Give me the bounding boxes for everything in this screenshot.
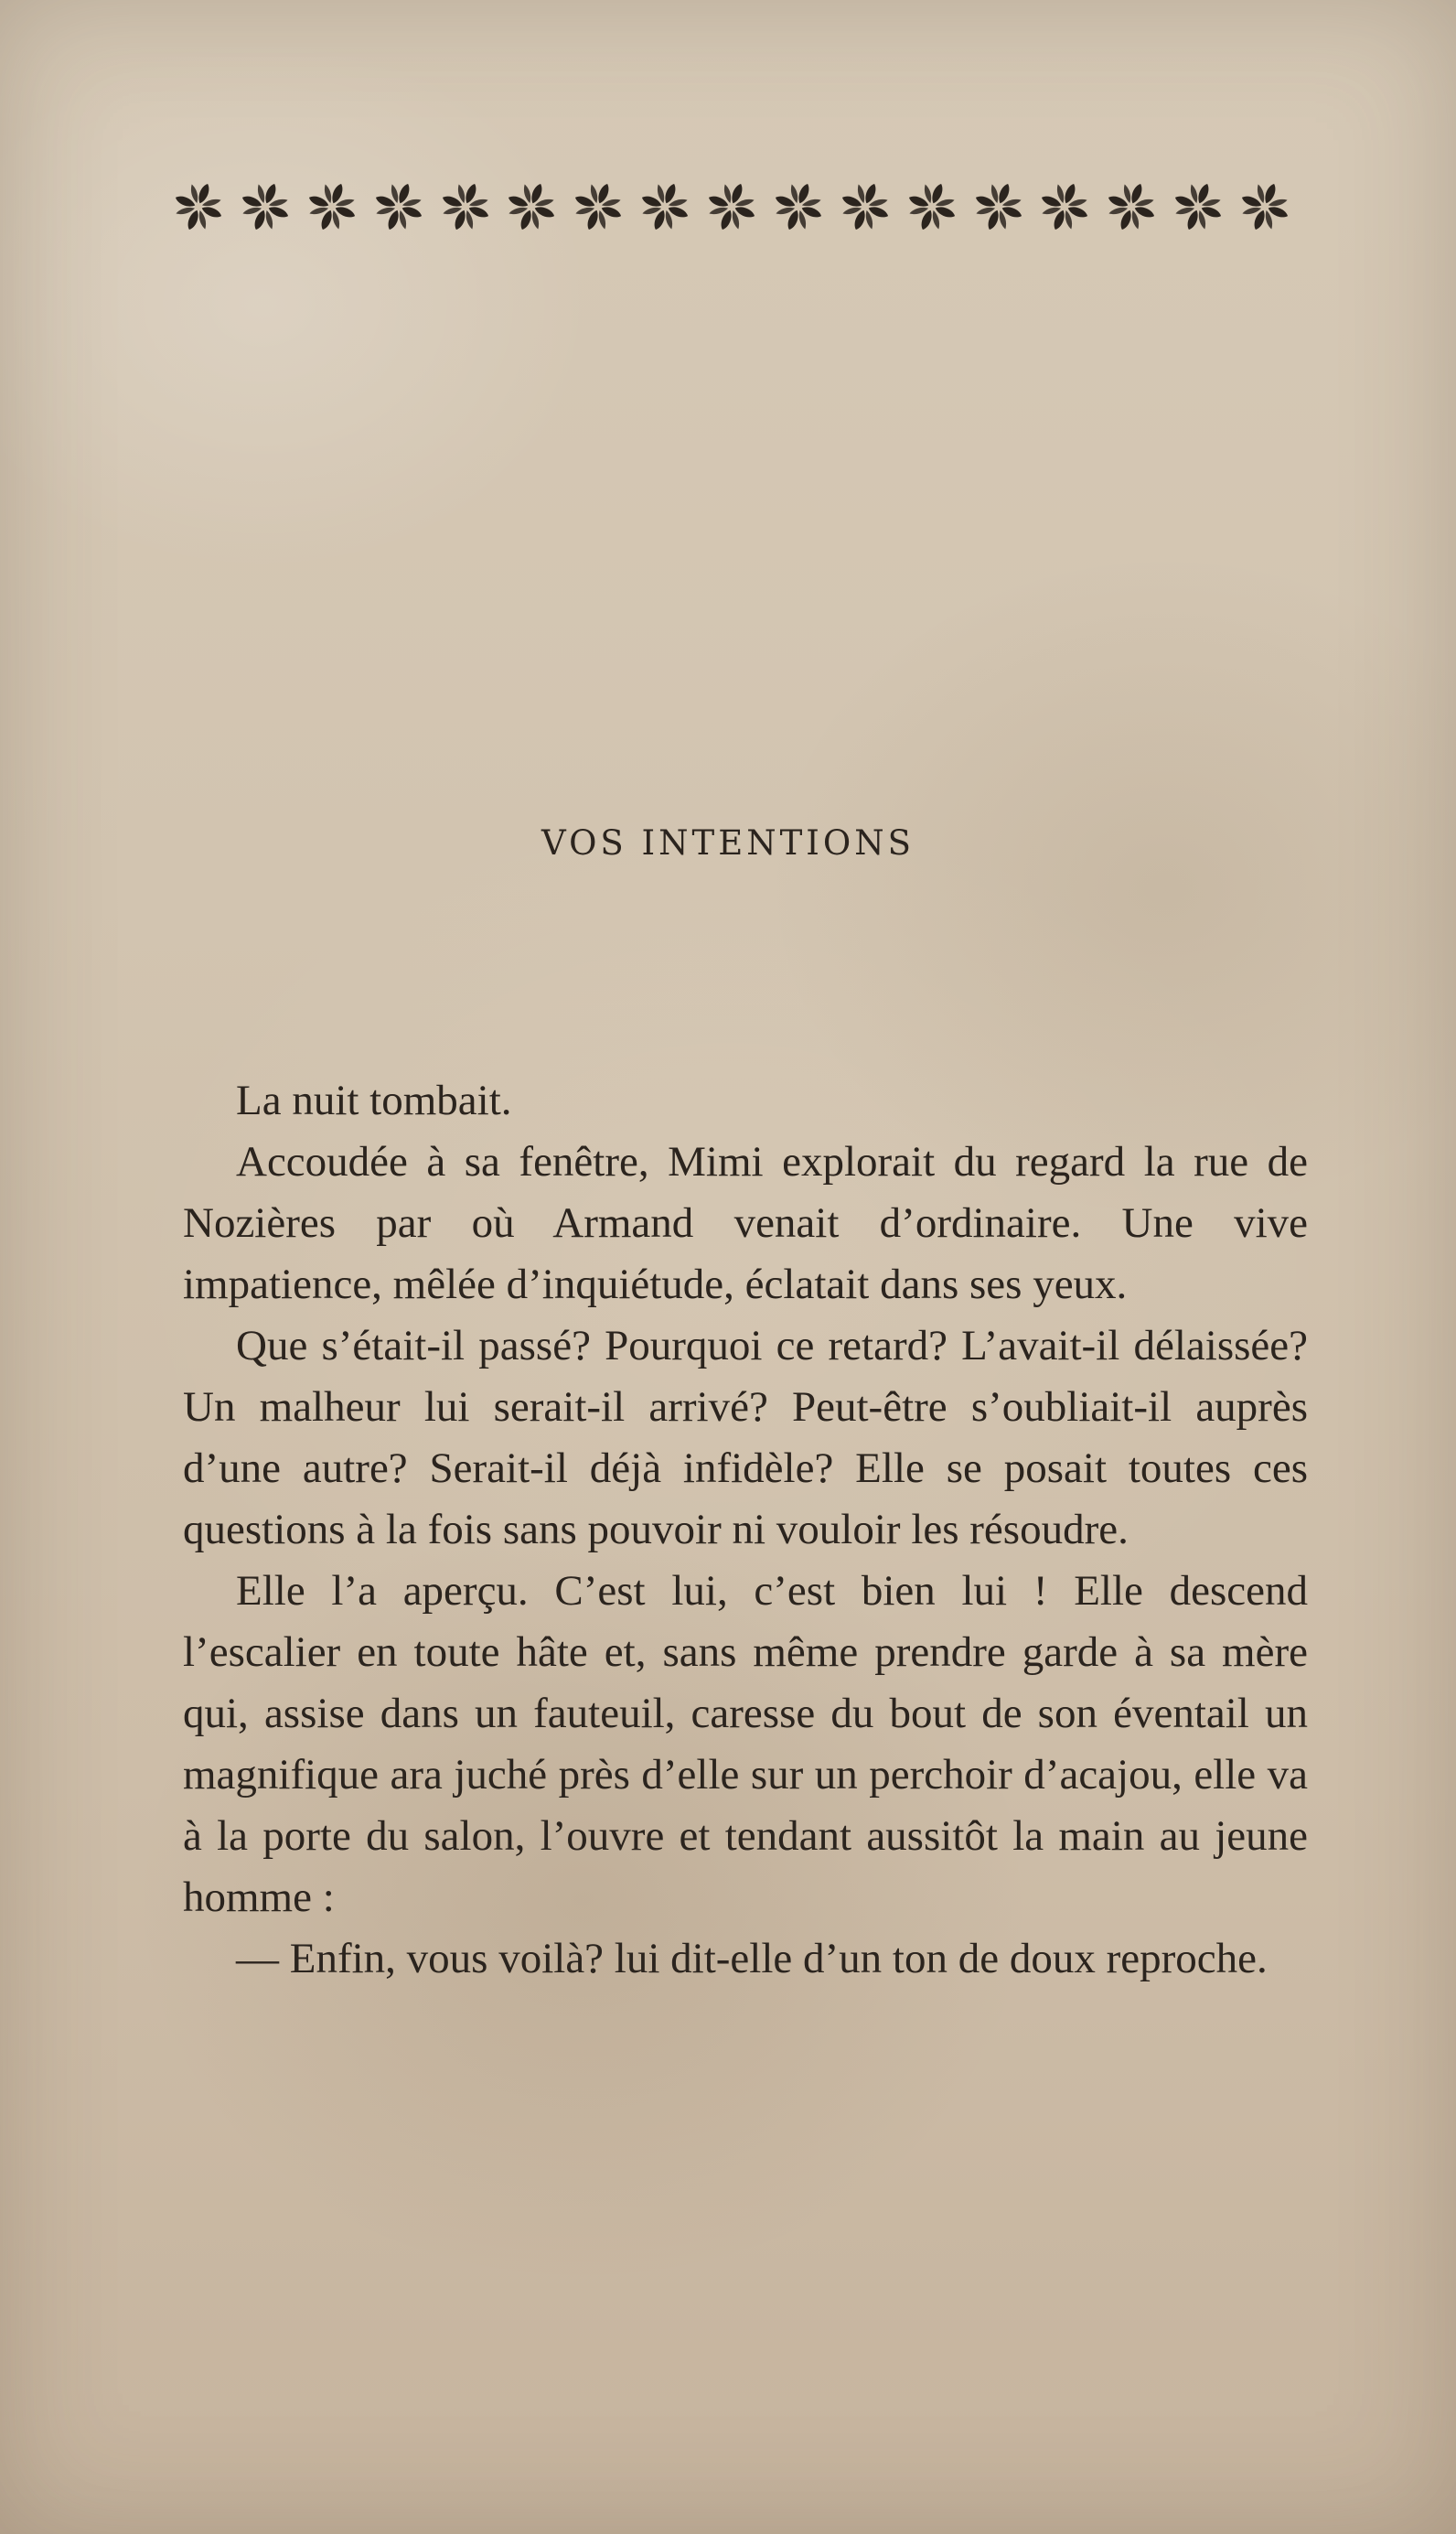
fleuron-icon [969,177,1028,236]
paragraph: — Enfin, vous voilà? lui dit-elle d’un ton de doux reproche. [236,1935,1268,1982]
fleuron-icon [1236,177,1294,236]
fleuron-icon [436,177,495,236]
fleuron-icon [236,177,294,236]
fleuron-icon [1102,177,1161,236]
body-text [183,1070,1308,1990]
fleuron-icon [636,177,694,236]
ornament-border [169,174,1294,240]
paragraph: Que s’était-il passé? Pourquoi ce retard? L’avait-il délaissée? Un malheur lui serait-il arrivé? Peut-être s’oubliait-il auprès d’une autre? Serait-il déjà infidèle? Elle se posait toutes ces questions à la fois sans pouvoir ni vouloir les résoudre. [183,1322,1308,1553]
fleuron-icon [169,177,228,236]
fleuron-icon [369,177,428,236]
fleuron-icon [769,177,828,236]
paragraph: Accoudée à sa fenêtre, Mimi explorait du regard la rue de Nozières par où Armand venait d’ordinaire. Une vive impatience, mêlée d’inquiétude, éclatait dans ses yeux. [183,1138,1308,1308]
chapter-title: VOS INTENTIONS [541,823,915,863]
fleuron-icon [569,177,627,236]
fleuron-icon [903,177,961,236]
fleuron-icon [1035,177,1094,236]
fleuron-icon [1169,177,1227,236]
fleuron-icon [836,177,894,236]
paragraph: Elle l’a aperçu. C’est lui, c’est bien lui ! Elle descend l’escalier en toute hâte et, sans même prendre garde à sa mère qui, assise dans un fauteuil, caresse du bout de son éventail un magnifique ara juché près d’elle sur un perchoir d’acajou, elle va à la porte du salon, l’ouvre et tendant aussitôt la main au jeune homme : [183,1567,1308,1921]
fleuron-icon [502,177,561,236]
fleuron-icon [702,177,761,236]
paragraph: La nuit tombait. [236,1077,512,1124]
fleuron-icon [303,177,361,236]
